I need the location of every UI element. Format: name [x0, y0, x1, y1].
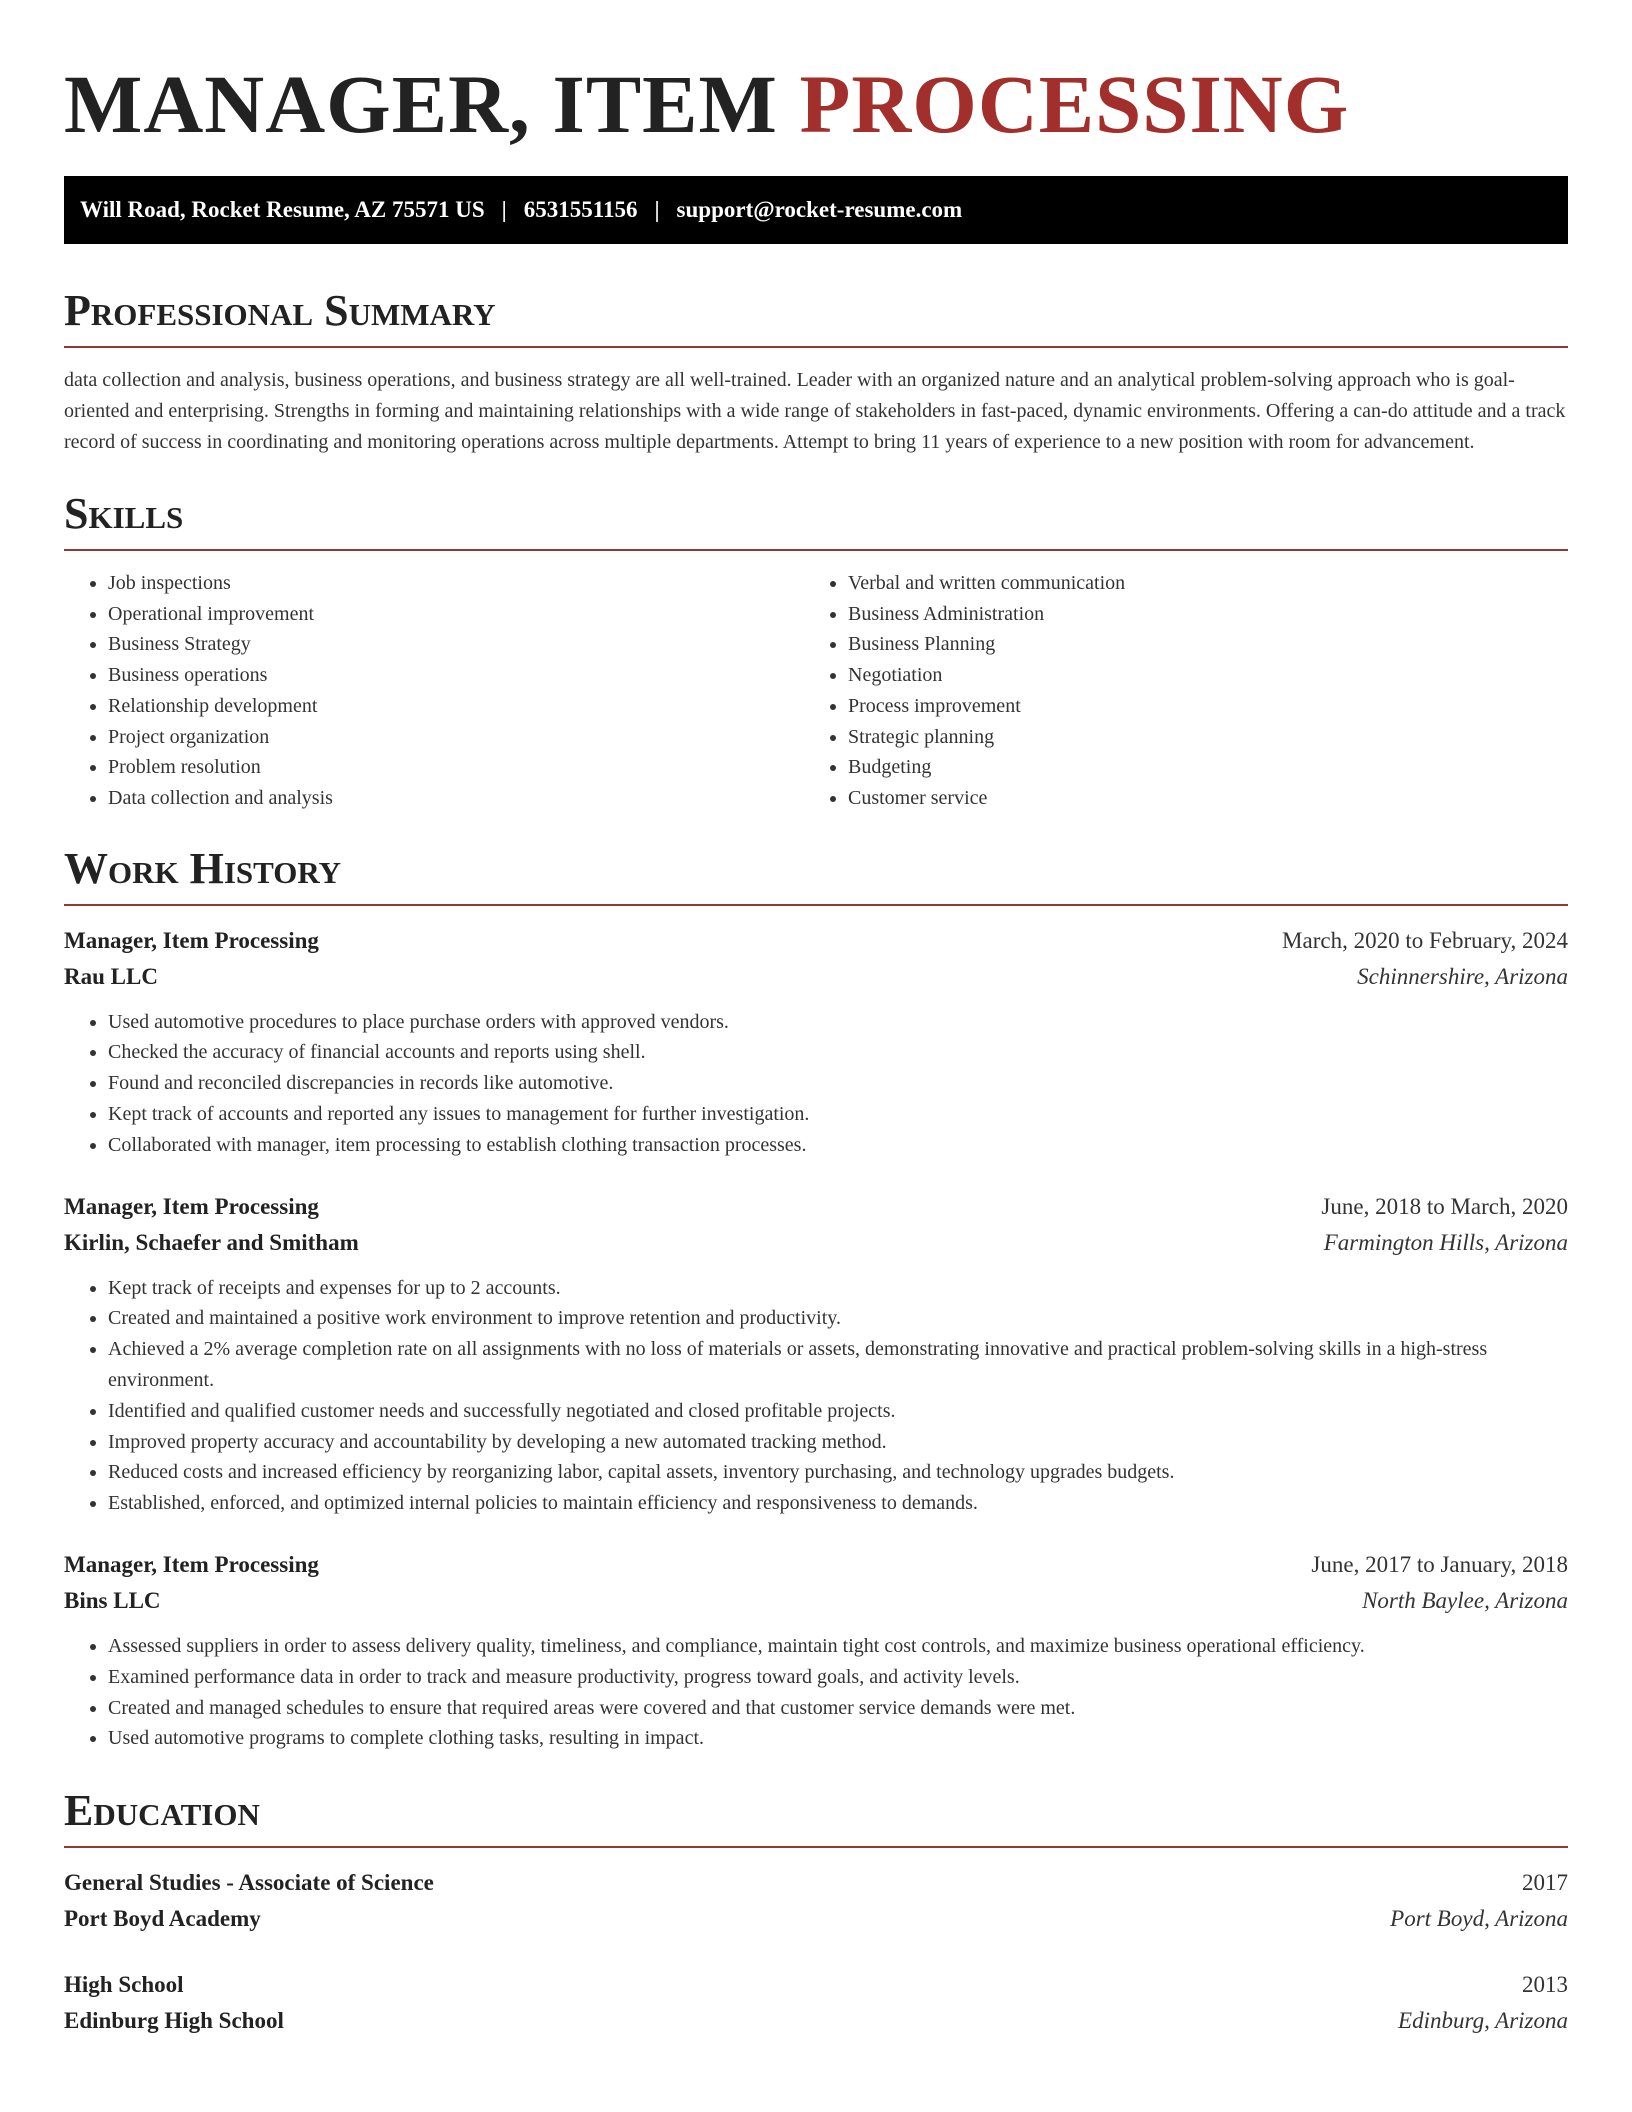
title-main: MANAGER, ITEM [64, 58, 778, 150]
education-school: Edinburg High School [64, 2008, 284, 2034]
job-entry [64, 1189, 1568, 1519]
job-dates: June, 2017 to January, 2018 [1311, 1551, 1568, 1577]
section-divider [64, 549, 1568, 551]
job-company: Bins LLC [64, 1587, 161, 1613]
job-dates: June, 2018 to March, 2020 [1321, 1193, 1568, 1219]
job-bullet: • Checked the accuracy of financial accounts and reports using shell. [108, 1037, 1568, 1068]
education-degree-row [64, 1967, 1568, 2003]
job-company-row [64, 1583, 1568, 1619]
job-title-row [64, 1547, 1568, 1583]
job-bullet: • Assessed suppliers in order to assess delivery quality, timeliness, and compliance, maintain tight cost controls, and maximize business operational efficiency. [108, 1631, 1568, 1662]
education-degree: High School [64, 1972, 184, 1998]
skill-item: • Project organization [108, 722, 804, 753]
job-entry [64, 1547, 1568, 1754]
job-company-row [64, 959, 1568, 995]
skill-item: • Business operations [108, 660, 804, 691]
job-company-row [64, 1225, 1568, 1261]
contact-separator: | [654, 197, 660, 222]
job-company: Rau LLC [64, 963, 158, 989]
job-location: North Baylee, Arizona [1362, 1587, 1568, 1613]
skill-item: • Customer service [848, 783, 1544, 814]
skill-item: • Negotiation [848, 660, 1544, 691]
skill-item: • Verbal and written communication [848, 568, 1544, 599]
job-dates: March, 2020 to February, 2024 [1282, 927, 1568, 953]
skill-item: • Problem resolution [108, 752, 804, 783]
contact-separator: | [501, 197, 507, 222]
education-school: Port Boyd Academy [64, 1906, 261, 1932]
section-divider [64, 904, 1568, 906]
job-role: Manager, Item Processing [64, 927, 319, 953]
job-bullet: • Identified and qualified customer needs and successfully negotiated and closed profitable projects. [108, 1396, 1568, 1427]
job-bullet: • Found and reconciled discrepancies in records like automotive. [108, 1068, 1568, 1099]
education-school-row [64, 2003, 1568, 2039]
education-location: Edinburg, Arizona [1398, 2008, 1568, 2034]
contact-address: Will Road, Rocket Resume, AZ 75571 US [80, 197, 485, 222]
education-location: Port Boyd, Arizona [1390, 1906, 1568, 1932]
job-title-row [64, 1189, 1568, 1225]
job-bullet: • Collaborated with manager, item processing to establish clothing transaction processes. [108, 1130, 1568, 1161]
skill-item: • Process improvement [848, 691, 1544, 722]
job-role: Manager, Item Processing [64, 1551, 319, 1577]
job-bullet: • Achieved a 2% average completion rate on all assignments with no loss of materials or assets, demonstrating innovative and practical problem-solving skills in a high-stress environment. [108, 1334, 1568, 1396]
education-entry [64, 1967, 1568, 2039]
skill-item: • Relationship development [108, 691, 804, 722]
work-history-heading: Work History [64, 843, 342, 893]
title-accent: PROCESSING [799, 58, 1350, 150]
education-year: 2017 [1522, 1870, 1568, 1896]
skill-item: • Data collection and analysis [108, 783, 804, 814]
job-bullet: • Examined performance data in order to track and measure productivity, progress toward goals, and activity levels. [108, 1662, 1568, 1693]
skill-item: • Job inspections [108, 568, 804, 599]
education-heading: Education [64, 1786, 260, 1836]
skill-item: • Business Planning [848, 629, 1544, 660]
skill-item: • Operational improvement [108, 599, 804, 630]
skill-item: • Business Strategy [108, 629, 804, 660]
summary-heading: Professional Summary [64, 286, 496, 335]
section-divider [64, 346, 1568, 348]
job-company: Kirlin, Schaefer and Smitham [64, 1229, 359, 1255]
summary-text: data collection and analysis, business operations, and business strategy are all well-trained. Leader with an organized nature and an analytical problem-solving approach who is goal-oriented and enterprising. Strengths in forming and maintaining relationships with a wide range of stakeholders in fast-paced, dynamic environments. Offering a can-do attitude and a track record of success in coordinating and monitoring operations across multiple departments. Attempt to bring 11 years of experience to a new position with room for advancement. [64, 369, 1566, 453]
job-bullet: • Used automotive programs to complete clothing tasks, resulting in impact. [108, 1723, 1568, 1754]
education-entry [64, 1865, 1568, 1937]
job-bullet: • Kept track of receipts and expenses for up to 2 accounts. [108, 1273, 1568, 1304]
contact-phone: 6531551156 [523, 197, 638, 222]
skills-list-left [64, 568, 804, 814]
job-entry [64, 923, 1568, 1161]
job-bullet: • Created and maintained a positive work environment to improve retention and productivity. [108, 1303, 1568, 1334]
skill-item: • Strategic planning [848, 722, 1544, 753]
job-location: Farmington Hills, Arizona [1323, 1229, 1568, 1255]
contact-email: support@rocket-resume.com [676, 197, 963, 222]
education-school-row [64, 1901, 1568, 1937]
job-bullets [64, 1007, 1568, 1161]
job-title-row [64, 923, 1568, 959]
education-degree-row [64, 1865, 1568, 1901]
page-title [64, 58, 1568, 150]
job-bullet: • Improved property accuracy and accountability by developing a new automated tracking method. [108, 1427, 1568, 1458]
education-degree: General Studies - Associate of Science [64, 1870, 434, 1896]
job-bullet: • Kept track of accounts and reported any issues to management for further investigation. [108, 1099, 1568, 1130]
skills-heading: Skills [64, 489, 184, 538]
job-role: Manager, Item Processing [64, 1193, 319, 1219]
job-bullet: • Reduced costs and increased efficiency by reorganizing labor, capital assets, inventory purchasing, and technology upgrades budgets. [108, 1457, 1568, 1488]
job-bullet: • Used automotive procedures to place purchase orders with approved vendors. [108, 1007, 1568, 1038]
skill-item: • Business Administration [848, 599, 1544, 630]
job-bullets [64, 1631, 1568, 1754]
section-divider [64, 1846, 1568, 1848]
skill-item: • Budgeting [848, 752, 1544, 783]
job-bullet: • Established, enforced, and optimized internal policies to maintain efficiency and responsiveness to demands. [108, 1488, 1568, 1519]
contact-bar [64, 176, 1568, 244]
skills-list-right [804, 568, 1544, 814]
job-location: Schinnershire, Arizona [1357, 963, 1568, 989]
skills-grid [64, 568, 1568, 814]
job-bullets [64, 1273, 1568, 1519]
education-year: 2013 [1522, 1972, 1568, 1998]
job-bullet: • Created and managed schedules to ensure that required areas were covered and that customer service demands were met. [108, 1693, 1568, 1724]
